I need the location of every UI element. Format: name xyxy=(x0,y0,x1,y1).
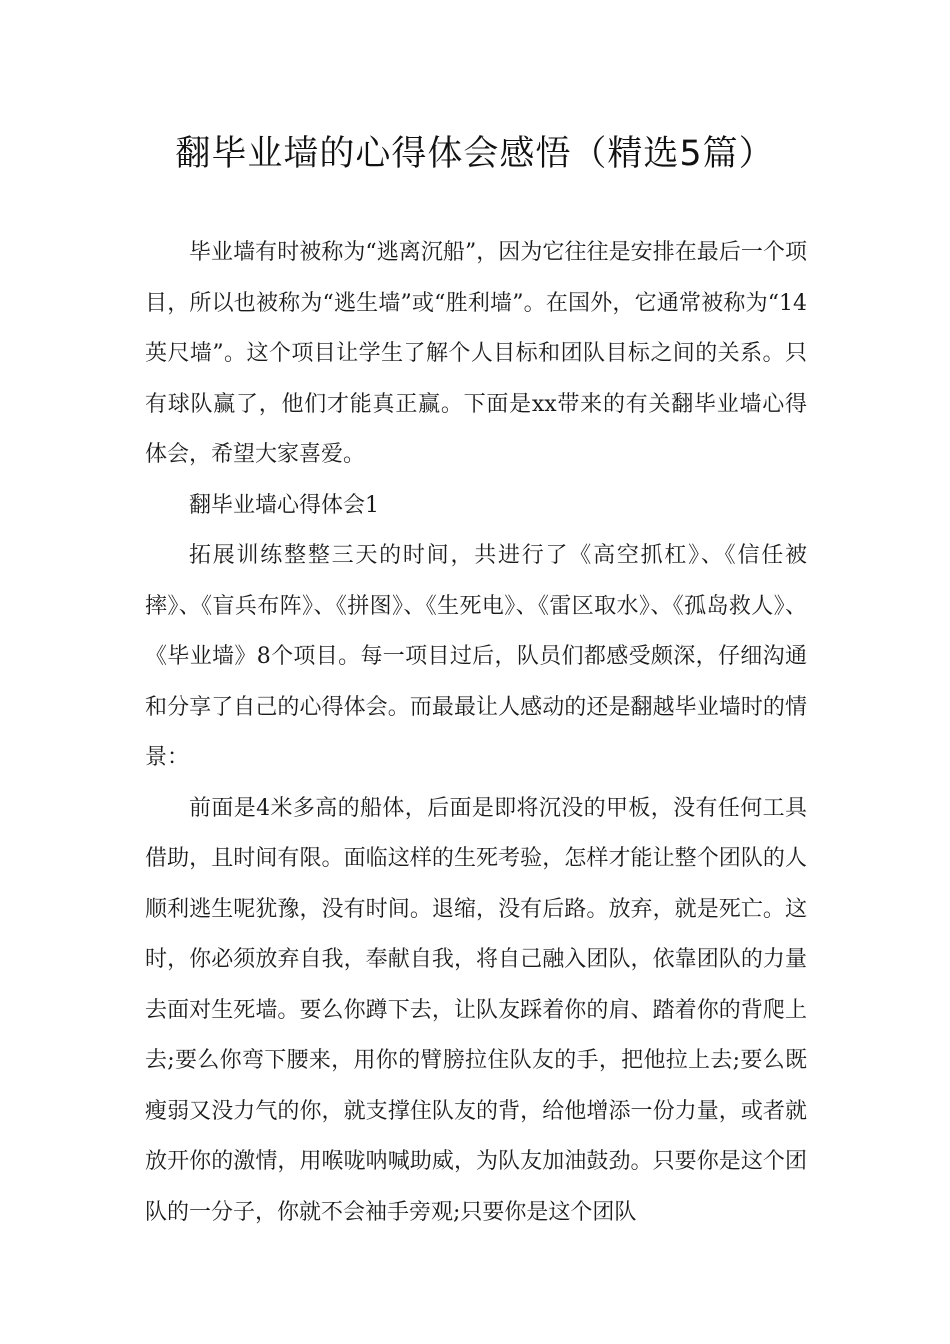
section-heading: 翻毕业墙心得体会1 xyxy=(189,492,379,518)
intro-paragraph: 毕业墙有时被称为“逃离沉船”，因为它往往是安排在最后一个项目，所以也被称为“逃生墙”或“胜利墙”。在国外，它通常被称为“14英尺墙”。这个项目让学生了解个人目标和团队目标之间的关系。只有球队赢了，他们才能真正赢。下面是xx带来的有关翻毕业墙心得体会，希望大家喜爱。 xyxy=(145,240,807,467)
document-title: 翻毕业墙的心得体会感悟（精选5篇） xyxy=(175,134,775,174)
body-paragraph: 拓展训练整整三天的时间，共进行了《高空抓杠》、《信任被摔》、《盲兵布阵》、《拼图》、《生死电》、《雷区取水》、《孤岛救人》、《毕业墙》8个项目。每一项目过后，队员们都感受颇深，仔细沟通和分享了自己的心得体会。而最最让人感动的还是翻越毕业墙时的情景： xyxy=(145,543,807,770)
document-body xyxy=(145,228,807,1238)
body-paragraph: 前面是4米多高的船体，后面是即将沉没的甲板，没有任何工具借助，且时间有限。面临这样的生死考验，怎样才能让整个团队的人顺利逃生呢犹豫，没有时间。退缩，没有后路。放弃，就是死亡。这时，你必须放弃自我，奉献自我，将自己融入团队，依靠团队的力量去面对生死墙。要么你蹲下去，让队友踩着你的肩、踏着你的背爬上去;要么你弯下腰来，用你的臂膀拉住队友的手，把他拉上去;要么既瘦弱又没力气的你，就支撑住队友的背，给他增添一份力量，或者就放开你的激情，用喉咙呐喊助威，为队友加油鼓劲。只要你是这个团队的一分子，你就不会袖手旁观;只要你是这个团队 xyxy=(145,795,807,1225)
